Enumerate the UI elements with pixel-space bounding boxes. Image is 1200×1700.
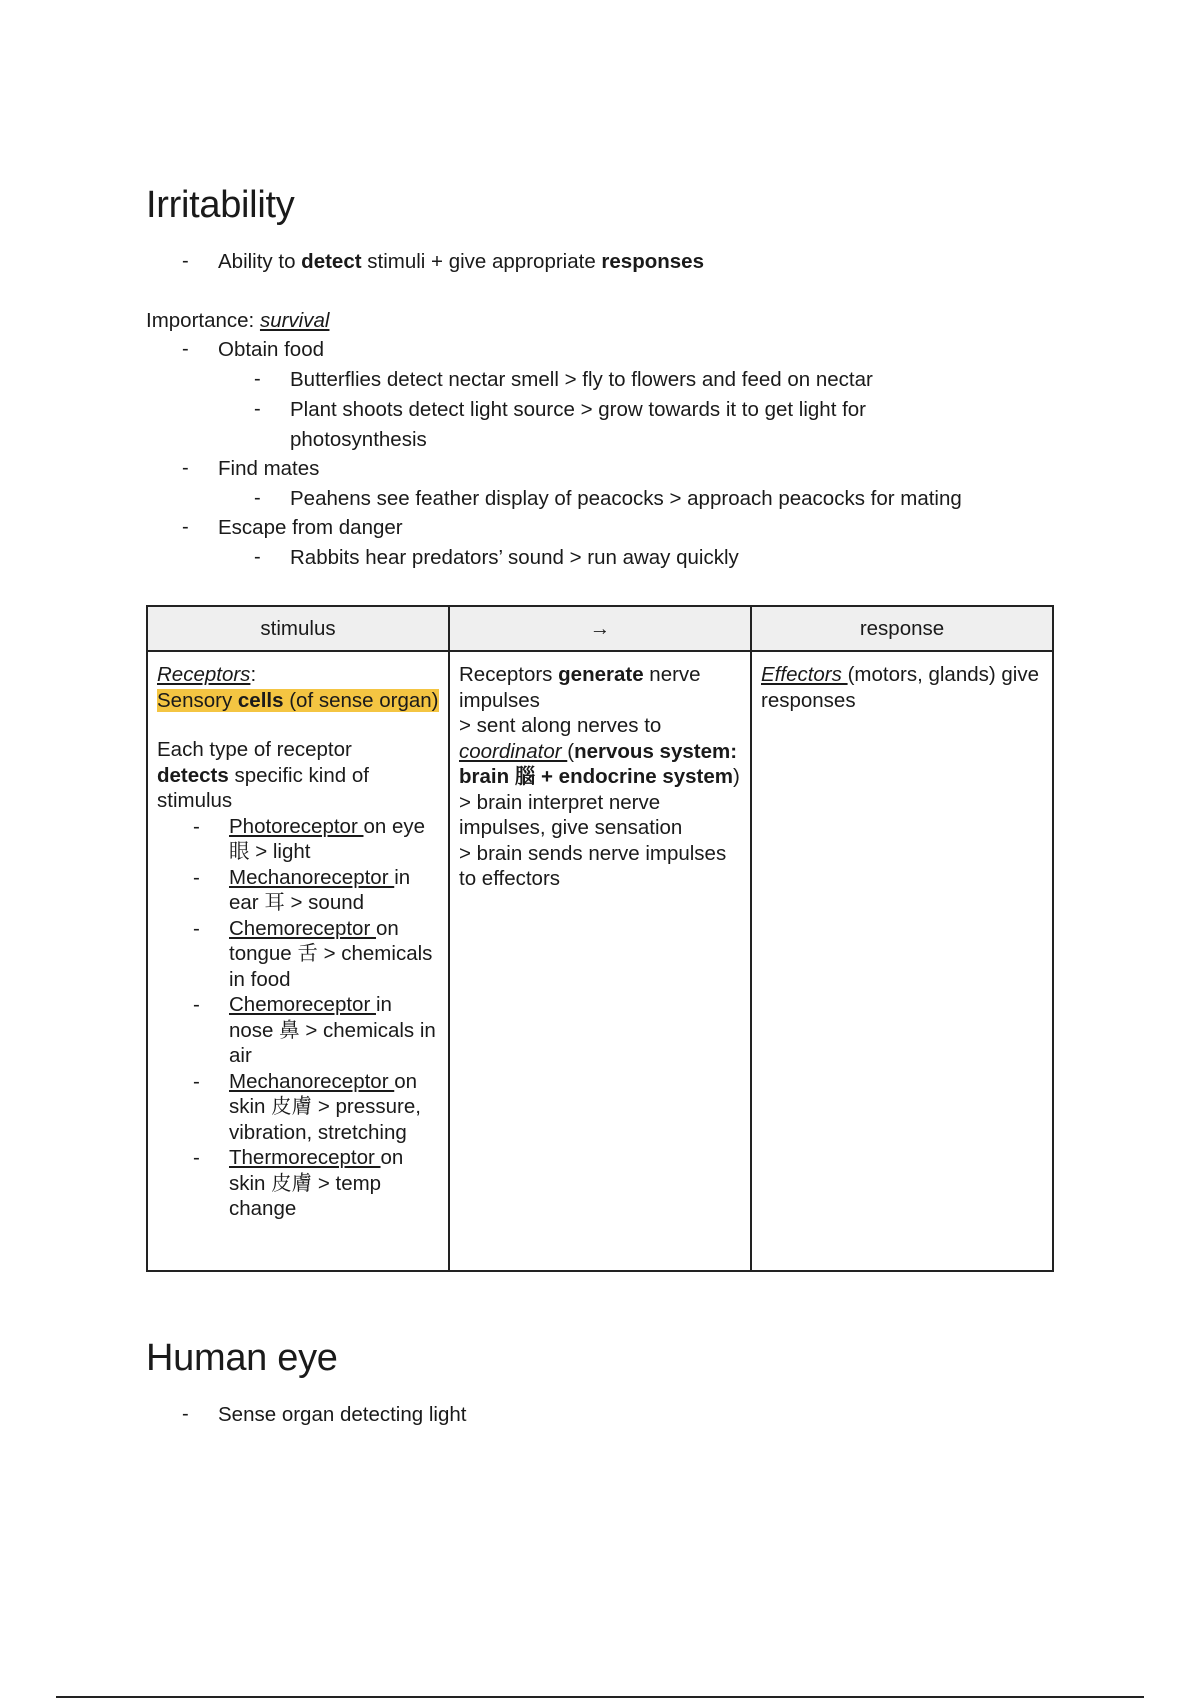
section-title-human-eye: Human eye: [146, 1337, 338, 1379]
p1-bold: generate: [558, 663, 644, 686]
definition-pre: Ability to: [218, 250, 302, 273]
process-coordinator: [459, 739, 742, 790]
stimulus-response-table: [146, 605, 1054, 1272]
receptor-name: Chemoreceptor: [229, 916, 376, 940]
sensory-bold: cells: [237, 688, 284, 712]
table-header-row: [147, 606, 1053, 651]
list-item: [229, 1069, 440, 1146]
receptor-name: Photoreceptor: [229, 814, 364, 838]
process-p3: > brain interpret nerve impulses, give sensation: [459, 790, 683, 839]
p1-pre: Receptors: [459, 663, 559, 686]
list-item: Plant shoots detect light source > grow towards it to get light for: [290, 398, 867, 421]
group-heading-escape: Escape from danger: [218, 516, 403, 539]
paren-open: (: [567, 739, 575, 763]
receptor-list: [157, 814, 440, 1222]
receptor-detail: in ear 耳 > sound: [229, 865, 411, 914]
list-item: [229, 814, 440, 865]
list-item-continuation: photosynthesis: [290, 428, 427, 451]
bullet-dash: -: [182, 250, 189, 272]
bullet-dash: -: [182, 457, 189, 479]
each-type-bold: detects: [157, 763, 229, 787]
definition-bold-responses: responses: [601, 250, 704, 273]
bullet-dash: -: [254, 398, 261, 420]
bullet-dash: -: [254, 487, 261, 509]
coordinator-term: coordinator: [459, 739, 568, 763]
sensory-cells-line: [157, 688, 440, 714]
receptors-heading: [157, 662, 440, 688]
sensory-post: (of sense organ): [283, 688, 439, 712]
importance-line: [146, 307, 329, 335]
list-item: Peahens see feather display of peacocks > approach peacocks for mating: [290, 487, 962, 510]
definition-text: [218, 248, 704, 276]
group-heading-obtain-food: Obtain food: [218, 338, 324, 361]
receptor-name: Thermoreceptor: [229, 1146, 381, 1169]
importance-label: Importance:: [146, 309, 260, 332]
list-item: [229, 865, 440, 916]
list-item: Butterflies detect nectar smell > fly to flowers and feed on nectar: [290, 368, 873, 391]
cell-response: [751, 651, 1053, 1271]
bullet-dash: -: [254, 368, 261, 390]
list-item: [229, 916, 440, 993]
importance-value: survival: [259, 309, 330, 332]
response-rest: (motors, glands) give responses: [761, 663, 1040, 712]
highlight-sensory-cells: [157, 689, 439, 712]
process-p2: > sent along nerves to: [459, 714, 662, 737]
list-item: Sense organ detecting light: [218, 1403, 467, 1426]
paren-close: ): [733, 765, 740, 788]
receptors-colon: :: [250, 663, 257, 686]
definition-mid: stimuli + give appropriate: [361, 250, 602, 273]
definition-bold-detect: detect: [301, 250, 362, 273]
process-p1: [459, 662, 742, 713]
bullet-dash: -: [182, 516, 189, 538]
nervous-system-bold: nervous system: brain 腦 + endocrine system: [459, 739, 738, 788]
sensory-pre: Sensory: [157, 688, 238, 712]
header-stimulus: stimulus: [147, 606, 449, 651]
receptor-name: Mechanoreceptor: [229, 1069, 395, 1093]
table-row: [147, 651, 1053, 1271]
receptor-detail: on eye 眼 > light: [229, 814, 426, 863]
bullet-dash: -: [182, 1403, 189, 1425]
bullet-dash: -: [254, 546, 261, 568]
cell-process: [449, 651, 751, 1271]
receptors-label: Receptors: [157, 663, 251, 686]
list-item: [229, 992, 440, 1069]
group-heading-find-mates: Find mates: [218, 457, 320, 480]
receptor-detail: on skin 皮膚 > temp change: [229, 1146, 404, 1220]
process-p4: > brain sends nerve impulses to effectors: [459, 841, 727, 890]
list-item: [229, 1145, 440, 1222]
each-type-2: specific kind of stimulus: [157, 763, 369, 812]
page-bottom-rule: [56, 1696, 1144, 1698]
p1-post: nerve impulses: [459, 663, 701, 712]
receptor-detail: on skin 皮膚 > pressure, vibration, stretching: [229, 1069, 421, 1144]
section-title-irritability: Irritability: [146, 184, 295, 226]
effectors-term: Effectors: [761, 663, 848, 686]
header-response: response: [751, 606, 1053, 651]
receptor-detail: on tongue 舌 > chemicals in food: [229, 916, 433, 991]
response-text: [761, 662, 1044, 713]
each-type-1: Each type of receptor: [157, 738, 352, 761]
each-type-text: [157, 737, 440, 814]
receptor-name: Chemoreceptor: [229, 993, 376, 1016]
cell-stimulus: [147, 651, 449, 1271]
receptor-name: Mechanoreceptor: [229, 865, 395, 889]
receptor-detail: in nose 鼻 > chemicals in air: [229, 993, 436, 1067]
list-item: Rabbits hear predators’ sound > run away quickly: [290, 546, 739, 569]
header-arrow: →: [449, 606, 751, 651]
bullet-dash: -: [182, 338, 189, 360]
